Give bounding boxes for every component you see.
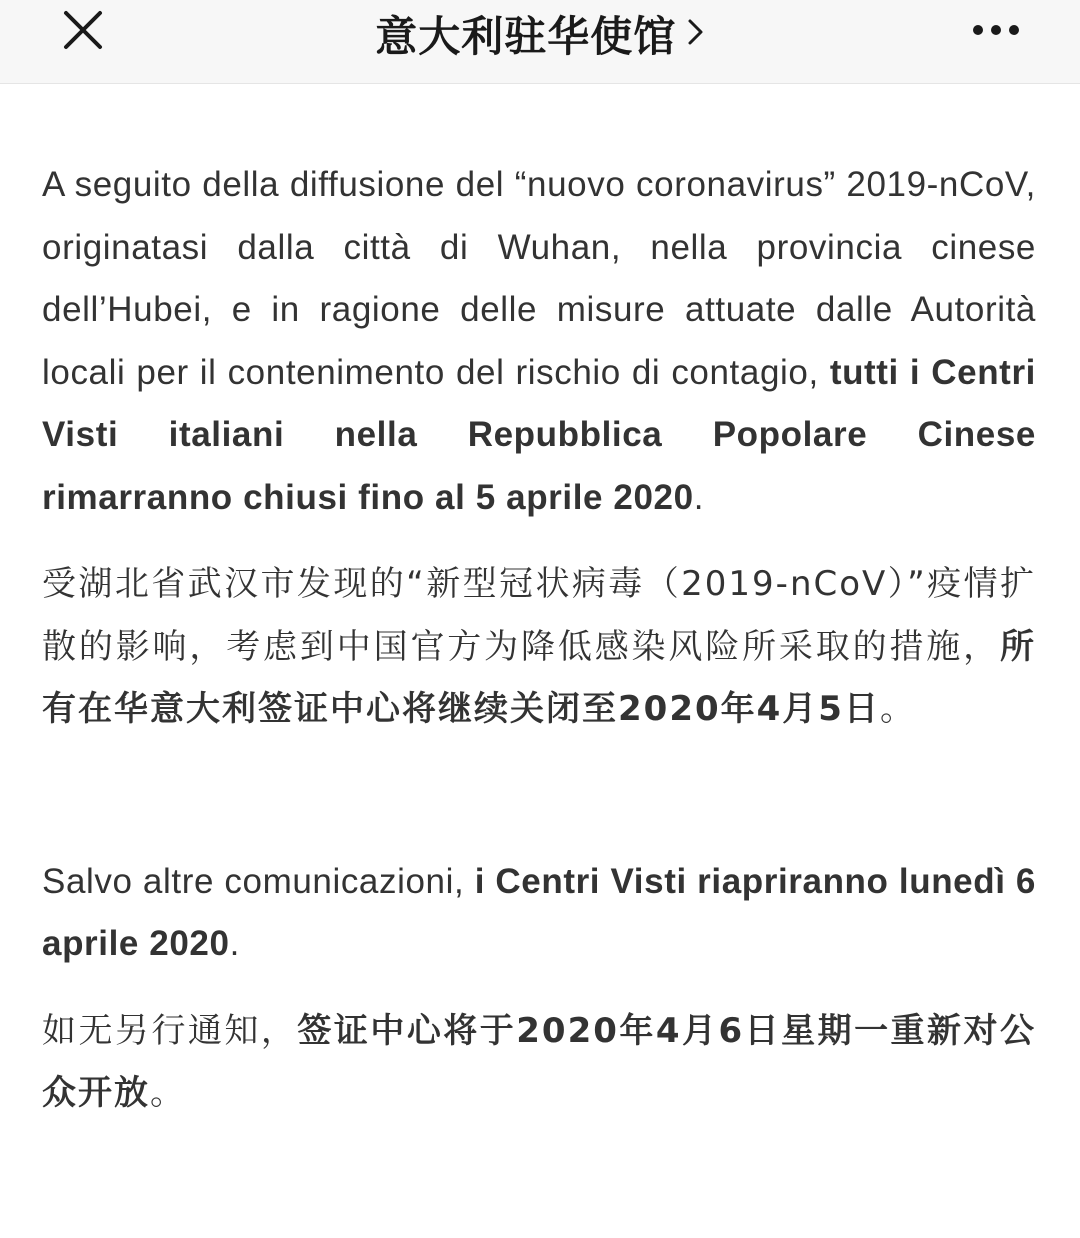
paragraph-end: . — [693, 477, 705, 517]
paragraph-text: 受湖北省武汉市发现的“新型冠状病毒（2019-nCoV）”疫情扩散的影响，考虑到中国官方为降低感染风险所采取的措施， — [42, 564, 1036, 667]
paragraph-chinese-closure — [42, 553, 1036, 741]
paragraph-bold-text: 签证中心将于2020年4月6日星期一重新对公众开放 — [42, 1010, 1036, 1113]
top-bar — [0, 0, 1080, 84]
more-dots-icon — [968, 20, 1024, 40]
paragraph-text: A seguito della diffusione del “nuovo coronavirus” 2019-nCoV, originatasi dalla città di Wuhan, nella provincia cinese dell’Hubei, e in ragione delle misure attuate dalle Autorità locali per il contenimento del rischio di contagio, — [42, 165, 1036, 392]
paragraph-text: Salvo altre comunicazioni, — [42, 861, 475, 901]
paragraph-bold-text: i Centri Visti riapriranno lunedì 6 aprile 2020 — [42, 861, 1036, 963]
more-button[interactable] — [968, 20, 1024, 40]
paragraph-end: 。 — [879, 689, 916, 729]
page-title: 意大利驻华使馆 — [375, 12, 677, 61]
paragraph-bold-text: 所有在华意大利签证中心将继续关闭至2020年4月5日 — [42, 626, 1036, 729]
paragraph-end: 。 — [150, 1073, 186, 1113]
article-body — [0, 154, 1080, 1125]
chevron-right-icon — [687, 17, 705, 52]
paragraph-chinese-reopening — [42, 1000, 1036, 1125]
paragraph-end: . — [229, 924, 240, 963]
paragraph-italian-closure — [42, 154, 1036, 529]
paragraph-bold-text: tutti i Centri Visti italiani nella Repubblica Popolare Cinese rimarranno chiusi fino al 5 aprile 2020 — [42, 352, 1036, 517]
account-title-link[interactable] — [0, 4, 1080, 64]
paragraph-text: 如无另行通知， — [42, 1010, 298, 1051]
paragraph-italian-reopening — [42, 851, 1036, 976]
